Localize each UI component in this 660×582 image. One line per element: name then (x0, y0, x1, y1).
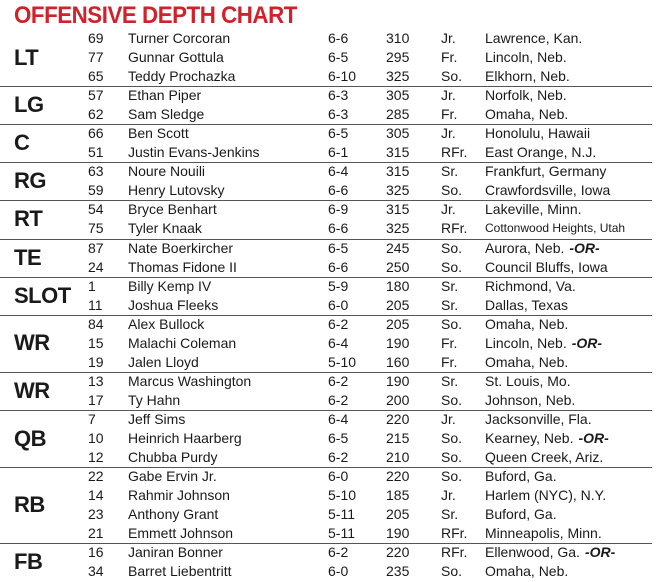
player-name: Emmett Johnson (128, 525, 234, 542)
player-row (0, 162, 660, 181)
player-hometown: Cottonwood Heights, Utah (485, 221, 626, 236)
player-height: 6-5 (328, 49, 349, 66)
player-weight: 205 (386, 315, 410, 332)
player-row (0, 86, 660, 105)
position-group (0, 543, 660, 581)
player-height: 6-2 (328, 391, 349, 408)
player-hometown: Council Bluffs, Iowa (485, 258, 608, 275)
player-weight: 205 (386, 506, 410, 523)
player-class: RFr. (441, 544, 468, 561)
player-weight: 190 (386, 372, 410, 389)
player-height: 6-0 (328, 563, 349, 580)
jersey-number: 57 (88, 87, 104, 104)
player-weight: 200 (386, 391, 410, 408)
player-hometown: Jacksonville, Fla. (485, 411, 592, 427)
player-class: RFr. (441, 220, 468, 237)
jersey-number: 54 (88, 201, 104, 218)
player-row (0, 48, 660, 67)
player-hometown: Lawrence, Kan. (485, 30, 583, 46)
player-class: Jr. (441, 411, 456, 427)
player-hometown: Lincoln, Neb. (485, 49, 567, 66)
player-weight: 185 (386, 487, 410, 504)
or-marker: -OR- (569, 239, 600, 256)
player-name: Sam Sledge (128, 106, 205, 123)
player-height: 6-10 (328, 68, 357, 85)
player-hometown: Omaha, Neb. (485, 106, 569, 123)
player-row (0, 277, 660, 296)
position-label: FB (14, 549, 43, 575)
player-name: Chubba Purdy (128, 449, 218, 466)
jersey-number: 63 (88, 163, 104, 180)
player-name: Noure Nouili (128, 163, 206, 180)
player-weight: 285 (386, 106, 410, 123)
position-label: TE (14, 244, 42, 270)
player-hometown: St. Louis, Mo. (485, 372, 571, 389)
player-row (0, 505, 660, 524)
player-weight: 205 (386, 296, 410, 313)
player-name: Joshua Fleeks (128, 296, 219, 313)
player-row (0, 219, 660, 238)
position-label: WR (14, 377, 50, 403)
player-row (0, 372, 660, 391)
player-weight: 190 (386, 334, 410, 351)
player-class: Fr. (441, 334, 458, 351)
jersey-number: 84 (88, 315, 104, 332)
player-hometown: Crawfordsville, Iowa (485, 182, 611, 199)
player-class: So. (441, 449, 463, 466)
player-name: Heinrich Haarberg (128, 430, 242, 447)
hometown-text: Ellenwood, Ga. (485, 544, 580, 561)
player-hometown (485, 334, 602, 353)
jersey-number: 11 (88, 296, 103, 313)
player-height: 6-9 (328, 201, 349, 218)
player-row (0, 258, 660, 277)
player-class: So. (441, 182, 463, 199)
player-row (0, 334, 660, 353)
player-weight: 210 (386, 449, 410, 466)
jersey-number: 19 (88, 353, 104, 370)
position-label: SLOT (14, 282, 71, 308)
player-hometown: Omaha, Neb. (485, 353, 569, 370)
player-name: Tyler Knaak (128, 220, 202, 237)
jersey-number: 65 (88, 68, 104, 85)
player-height: 6-4 (328, 334, 349, 351)
player-height: 6-2 (328, 544, 349, 561)
position-group (0, 239, 660, 277)
player-class: Fr. (441, 353, 458, 370)
player-class: RFr. (441, 144, 468, 161)
player-height: 6-3 (328, 87, 349, 104)
player-height: 5-9 (328, 277, 349, 294)
player-name: Justin Evans-Jenkins (128, 144, 260, 161)
player-name: Gunnar Gottula (128, 49, 224, 66)
player-hometown: East Orange, N.J. (485, 144, 597, 161)
or-marker: -OR- (578, 430, 609, 447)
player-row (0, 143, 660, 162)
player-row (0, 239, 660, 258)
player-class: Sr. (441, 277, 459, 294)
player-class: Jr. (441, 125, 456, 142)
player-hometown: Buford, Ga. (485, 506, 557, 523)
player-class: So. (441, 563, 463, 580)
player-height: 5-11 (328, 506, 355, 523)
player-hometown (485, 429, 609, 448)
player-row (0, 181, 660, 200)
player-class: Sr. (441, 296, 459, 313)
position-group (0, 200, 660, 238)
jersey-number: 12 (88, 449, 104, 466)
player-hometown: Dallas, Texas (485, 296, 569, 313)
player-row (0, 448, 660, 467)
jersey-number: 51 (88, 144, 104, 161)
player-name: Ty Hahn (128, 391, 181, 408)
player-name: Jeff Sims (128, 411, 186, 427)
player-name: Teddy Prochazka (128, 68, 236, 85)
player-hometown: Omaha, Neb. (485, 563, 569, 580)
jersey-number: 16 (88, 544, 104, 561)
player-weight: 305 (386, 125, 410, 142)
player-weight: 310 (386, 30, 410, 46)
position-group (0, 467, 660, 543)
player-class: RFr. (441, 525, 468, 542)
player-class: So. (441, 468, 463, 485)
player-name: Malachi Coleman (128, 334, 237, 351)
player-weight: 180 (386, 277, 410, 294)
player-hometown: Queen Creek, Ariz. (485, 449, 604, 466)
jersey-number: 14 (88, 487, 104, 504)
player-hometown: Richmond, Va. (485, 277, 576, 294)
jersey-number: 15 (88, 334, 104, 351)
player-row (0, 67, 660, 86)
jersey-number: 62 (88, 106, 104, 123)
player-row (0, 124, 660, 143)
player-weight: 220 (386, 544, 410, 561)
player-class: Jr. (441, 487, 456, 504)
player-weight: 235 (386, 563, 410, 580)
player-height: 5-10 (328, 487, 357, 504)
jersey-number: 17 (88, 391, 104, 408)
jersey-number: 34 (88, 563, 104, 580)
player-name: Alex Bullock (128, 315, 205, 332)
player-class: So. (441, 391, 463, 408)
player-height: 6-5 (328, 125, 349, 142)
position-group (0, 124, 660, 162)
player-height: 6-4 (328, 411, 349, 427)
jersey-number: 21 (88, 525, 104, 542)
player-hometown: Omaha, Neb. (485, 315, 569, 332)
player-weight: 315 (386, 144, 410, 161)
player-height: 6-5 (328, 430, 349, 447)
hometown-text: Kearney, Neb. (485, 430, 574, 447)
player-class: Jr. (441, 201, 456, 218)
player-weight: 315 (386, 163, 410, 180)
player-weight: 295 (386, 49, 410, 66)
player-hometown: Lakeville, Minn. (485, 201, 582, 218)
player-name: Billy Kemp IV (128, 277, 212, 294)
jersey-number: 77 (88, 49, 104, 66)
player-class: So. (441, 68, 463, 85)
player-row (0, 296, 660, 315)
position-label: QB (14, 425, 46, 451)
player-name: Ethan Piper (128, 87, 202, 104)
position-label: RG (14, 168, 46, 194)
player-name: Henry Lutovsky (128, 182, 225, 199)
player-row (0, 429, 660, 448)
player-weight: 190 (386, 525, 410, 542)
player-name: Marcus Washington (128, 372, 252, 389)
jersey-number: 23 (88, 506, 104, 523)
player-row (0, 391, 660, 410)
jersey-number: 66 (88, 125, 104, 142)
player-name: Barret Liebentritt (128, 563, 232, 580)
position-label: RT (14, 206, 43, 232)
page-title: OFFENSIVE DEPTH CHART (14, 2, 297, 29)
player-row (0, 486, 660, 505)
player-hometown: Elkhorn, Neb. (485, 68, 570, 85)
player-height: 6-1 (328, 144, 349, 161)
player-name: Ben Scott (128, 125, 189, 142)
position-group (0, 29, 660, 86)
jersey-number: 59 (88, 182, 104, 199)
player-height: 6-0 (328, 296, 349, 313)
or-marker: -OR- (571, 334, 603, 351)
player-class: Sr. (441, 506, 459, 523)
hometown-text: Aurora, Neb. (485, 239, 565, 256)
position-group (0, 315, 660, 372)
player-weight: 305 (386, 87, 410, 104)
player-height: 6-6 (328, 220, 349, 237)
player-hometown (485, 239, 600, 258)
player-row (0, 105, 660, 124)
player-class: Sr. (441, 163, 459, 180)
jersey-number: 13 (88, 372, 104, 389)
player-hometown: Minneapolis, Minn. (485, 525, 602, 542)
player-name: Gabe Ervin Jr. (128, 468, 217, 485)
position-label: RB (14, 492, 45, 518)
player-name: Nate Boerkircher (128, 239, 234, 256)
position-group (0, 162, 660, 200)
player-row (0, 467, 660, 486)
player-height: 5-11 (328, 525, 355, 542)
jersey-number: 69 (88, 30, 104, 46)
position-group (0, 86, 660, 124)
player-height: 6-5 (328, 239, 349, 256)
player-hometown: Norfolk, Neb. (485, 87, 567, 104)
position-label: C (14, 130, 30, 156)
player-height: 6-6 (328, 258, 349, 275)
player-class: So. (441, 239, 463, 256)
player-name: Rahmir Johnson (128, 487, 230, 504)
player-class: So. (441, 315, 463, 332)
player-height: 6-0 (328, 468, 349, 485)
position-group (0, 372, 660, 410)
player-name: Thomas Fidone II (128, 258, 237, 275)
player-hometown: Harlem (NYC), N.Y. (485, 487, 607, 504)
hometown-text: Lincoln, Neb. (485, 334, 567, 351)
player-name: Janiran Bonner (128, 544, 223, 561)
jersey-number: 87 (88, 239, 104, 256)
player-hometown: Honolulu, Hawaii (485, 125, 591, 142)
player-hometown: Johnson, Neb. (485, 391, 576, 408)
player-height: 6-2 (328, 372, 349, 389)
player-weight: 220 (386, 411, 410, 427)
position-label: LG (14, 92, 44, 118)
player-class: So. (441, 258, 463, 275)
player-class: Jr. (441, 30, 456, 46)
player-class: Fr. (441, 106, 458, 123)
jersey-number: 24 (88, 258, 104, 275)
player-name: Turner Corcoran (128, 30, 231, 46)
player-weight: 315 (386, 201, 410, 218)
player-class: Jr. (441, 87, 456, 104)
player-hometown: Frankfurt, Germany (485, 163, 607, 180)
position-label: LT (14, 44, 39, 70)
player-row (0, 410, 660, 429)
player-height: 6-2 (328, 449, 349, 466)
player-hometown (485, 543, 615, 562)
player-weight: 325 (386, 182, 410, 199)
player-weight: 220 (386, 468, 410, 485)
player-weight: 245 (386, 239, 410, 256)
player-height: 6-3 (328, 106, 349, 123)
player-height: 5-10 (328, 353, 357, 370)
position-group (0, 277, 660, 315)
player-weight: 325 (386, 68, 410, 85)
player-row (0, 524, 660, 543)
player-row (0, 200, 660, 219)
player-weight: 250 (386, 258, 410, 275)
position-group (0, 410, 660, 467)
player-weight: 160 (386, 353, 410, 370)
player-weight: 215 (386, 430, 410, 447)
player-class: So. (441, 430, 463, 447)
jersey-number: 10 (88, 430, 104, 447)
or-marker: -OR- (584, 544, 616, 561)
jersey-number: 75 (88, 220, 104, 237)
player-height: 6-6 (328, 182, 349, 199)
player-name: Anthony Grant (128, 506, 219, 523)
player-row (0, 315, 660, 334)
player-row (0, 29, 660, 48)
player-row (0, 562, 660, 581)
player-weight: 325 (386, 220, 410, 237)
jersey-number: 22 (88, 468, 104, 485)
jersey-number: 7 (88, 411, 96, 427)
player-class: Fr. (441, 49, 458, 66)
player-height: 6-6 (328, 30, 349, 46)
player-height: 6-4 (328, 163, 349, 180)
player-row (0, 543, 660, 562)
position-label: WR (14, 330, 50, 356)
player-class: Sr. (441, 372, 459, 389)
jersey-number: 1 (88, 277, 96, 294)
player-name: Bryce Benhart (128, 201, 217, 218)
player-height: 6-2 (328, 315, 349, 332)
player-name: Jalen Lloyd (128, 353, 199, 370)
player-row (0, 353, 660, 372)
player-hometown: Buford, Ga. (485, 468, 557, 485)
